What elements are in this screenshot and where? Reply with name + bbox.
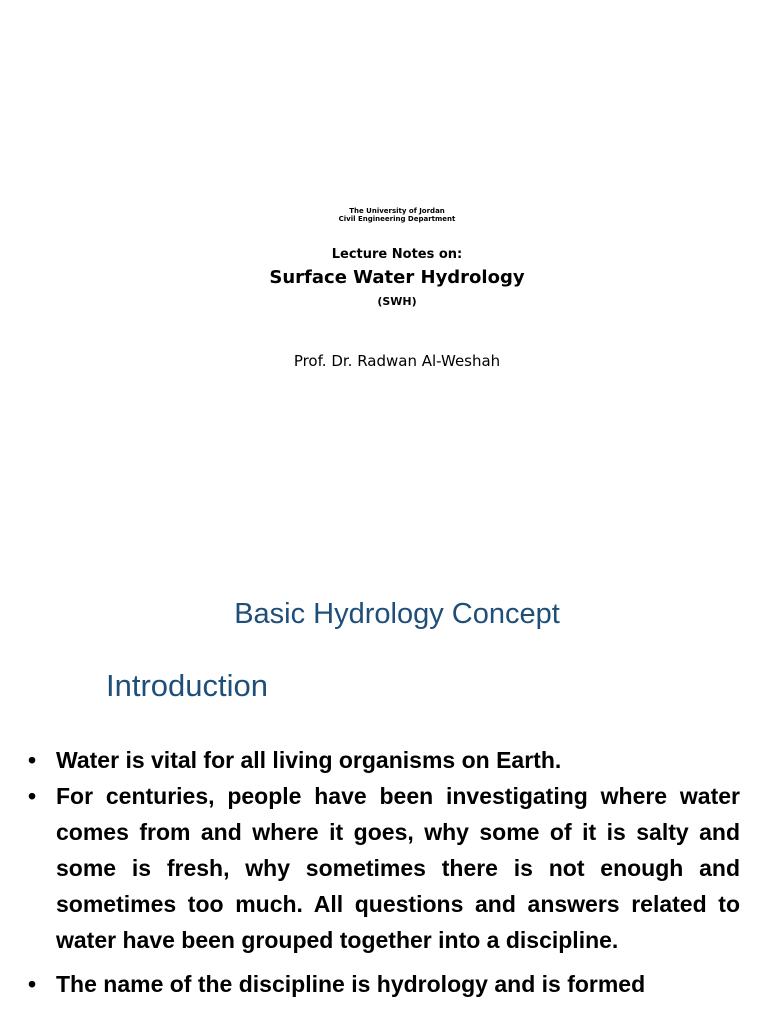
bullet-text: The name of the discipline is hydrology and is formed bbox=[56, 971, 646, 997]
bullet-icon: • bbox=[28, 971, 37, 997]
professor-name: Prof. Dr. Radwan Al-Weshah bbox=[293, 352, 501, 370]
bullet-list bbox=[28, 742, 740, 1002]
bullet-text: Water is vital for all living organisms on Earth. bbox=[56, 747, 562, 773]
department-name: Civil Engineering Department bbox=[338, 215, 456, 223]
bullet-text: For centuries, people have been investigating where water comes from and where it goes, why some of it is salty and some is fresh, why sometimes there is not enough and sometimes too much. All questions and answers related to water have been grouped together into a discipline. bbox=[56, 783, 740, 953]
list-item bbox=[28, 966, 740, 1002]
course-abbreviation: (SWH) bbox=[377, 295, 417, 308]
list-item bbox=[28, 778, 740, 958]
introduction-heading: Introduction bbox=[106, 668, 268, 703]
section-heading: Basic Hydrology Concept bbox=[234, 598, 560, 630]
university-name: The University of Jordan bbox=[349, 207, 445, 215]
course-title: Surface Water Hydrology bbox=[269, 267, 525, 288]
bullet-icon: • bbox=[28, 747, 37, 773]
list-item bbox=[28, 742, 740, 778]
bullet-icon: • bbox=[28, 783, 37, 809]
lecture-notes-label: Lecture Notes on: bbox=[331, 247, 463, 262]
